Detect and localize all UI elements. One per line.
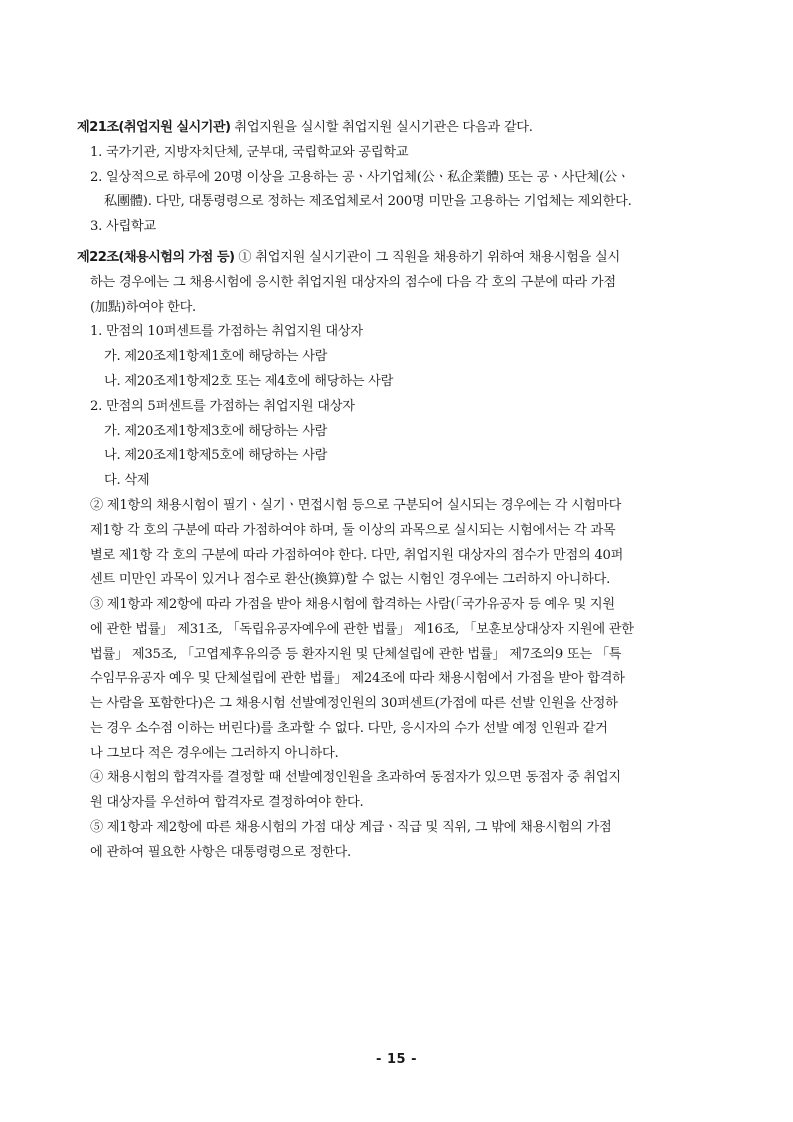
article-22-item-2-a: 가. 제20조제1항제3호에 해당하는 사람 [104,424,328,439]
article-22-item-1-a: 가. 제20조제1항제1호에 해당하는 사람 [104,349,328,364]
article-22-para-3-line-4: 수임무유공자 예우 및 단체설립에 관한 법률」 제24조에 따라 채용시험에서 가점을 받아 합격하 [90,671,625,686]
article-22-para-3-line-3: 법률」 제35조, 「고엽제후유의증 등 환자지원 및 단체설립에 관한 법률」 제7조의9 또는 「특 [90,647,622,662]
article-22-title: 제22조(채용시험의 가점 등) [77,250,235,265]
article-22-para-3-line-2: 에 관한 법률」 제31조, 「독립유공자예우에 관한 법률」 제16조, 「보훈보상대상자 지원에 관한 [90,622,634,637]
article-22-para-3-line-5: 는 사람을 포함한다)은 그 채용시험 선발예정인원의 30퍼센트(가점에 따른 선발 인원을 산정하 [90,696,618,711]
article-22-para-2-line-2: 제1항 각 호의 구분에 따라 가점하여야 하며, 둘 이상의 과목으로 실시되는 시험에서는 각 과목 [90,523,616,538]
article-22-item-2-b: 나. 제20조제1항제5호에 해당하는 사람 [104,448,328,463]
article-21-title: 제21조(취업지원 실시기관) [77,120,231,135]
article-22-para-4-line-1: ④ 채용시험의 합격자를 결정할 때 선발예정인원을 초과하여 동점자가 있으면 동점자 중 취업지 [90,770,621,785]
article-22-para-1-line-3: (加點)하여야 한다. [90,300,196,315]
article-22-para-3-line-7: 나 그보다 적은 경우에는 그러하지 아니하다. [90,746,339,761]
article-21-item-3: 3. 사립학교 [90,219,156,234]
article-22-para-2-line-4: 센트 미만인 과목이 있거나 점수로 환산(換算)할 수 없는 시험인 경우에는 그러하지 아니하다. [90,572,611,587]
article-21-item-2-line-1: 2. 일상적으로 하루에 20명 이상을 고용하는 공ㆍ사기업체(公ㆍ私企業體) 또는 공ㆍ사단체(公ㆍ [90,170,630,185]
article-22-item-2: 2. 만점의 5퍼센트를 가점하는 취업지원 대상자 [90,399,355,414]
article-22-heading-line [0,250,793,266]
page-number: - 15 - [376,1052,417,1067]
article-22-para-4-line-2: 원 대상자를 우선하여 합격자로 결정하여야 한다. [90,795,364,810]
article-21-item-1: 1. 국가기관, 지방자치단체, 군부대, 국립학교와 공립학교 [90,145,409,160]
article-22-para-1-line-1: ① 취업지원 실시기관이 그 직원을 채용하기 위하여 채용시험을 실시 [234,250,621,265]
article-22-item-1-b: 나. 제20조제1항제2호 또는 제4호에 해당하는 사람 [104,374,394,389]
article-22-item-2-c: 다. 삭제 [104,473,150,488]
article-22-para-3-line-6: 는 경우 소수점 이하는 버린다)를 초과할 수 없다. 다만, 응시자의 수가 선발 예정 인원과 같거 [90,721,608,736]
article-21-heading-line [0,120,793,136]
article-22-para-3-line-1: ③ 제1항과 제2항에 따라 가점을 받아 채용시험에 합격하는 사람(「국가유공자 등 예우 및 지원 [90,597,615,612]
article-22-para-5-line-2: 에 관하여 필요한 사항은 대통령령으로 정한다. [90,845,351,860]
article-21-intro: 취업지원을 실시할 취업지원 실시기관은 다음과 같다. [230,120,533,135]
article-22-item-1: 1. 만점의 10퍼센트를 가점하는 취업지원 대상자 [90,324,363,339]
article-21-item-2-line-2: 私團體). 다만, 대통령령으로 정하는 제조업체로서 200명 미만을 고용하는 기업체는 제외한다. [104,194,632,209]
article-22-para-2-line-3: 별로 제1항 각 호의 구분에 따라 가점하여야 한다. 다만, 취업지원 대상자의 점수가 만점의 40퍼 [90,548,624,563]
article-22-para-2-line-1: ② 제1항의 채용시험이 필기ㆍ실기ㆍ면접시험 등으로 구분되어 실시되는 경우에는 각 시험마다 [90,498,622,513]
article-22-para-5-line-1: ⑤ 제1항과 제2항에 따른 채용시험의 가점 대상 계급ㆍ직급 및 직위, 그 밖에 채용시험의 가점 [90,820,612,835]
article-22-para-1-line-2: 하는 경우에는 그 채용시험에 응시한 취업지원 대상자의 점수에 다음 각 호의 구분에 따라 가점 [90,275,616,290]
